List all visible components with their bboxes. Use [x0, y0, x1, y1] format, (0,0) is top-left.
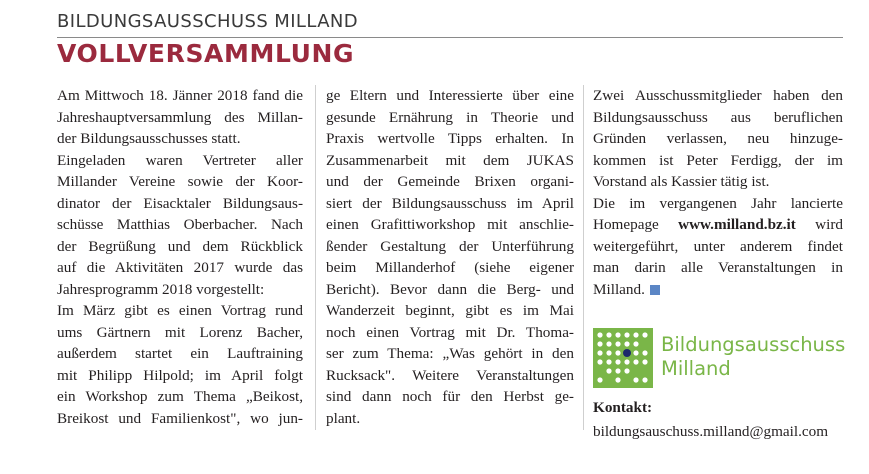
text-line: Jahresprogramm 2018 vorgestellt:: [57, 280, 265, 298]
text-line: Wanderzeit beginnt, gibt es im Mai: [326, 302, 574, 319]
text-line: Jahreshauptversammlung des Millan-: [57, 108, 303, 126]
paragraph: [57, 150, 303, 301]
contact-email: bildungsauschuss.milland@gmail.com: [593, 423, 829, 440]
contact-label: Kontakt:: [593, 399, 653, 416]
text-line: ßender Gestaltung der Unterführung: [326, 237, 574, 255]
logo-wordmark: [661, 333, 845, 381]
article-headline: VOLLVERSAMMLUNG: [57, 39, 355, 68]
text-line: Zwei Ausschussmitglieder haben den: [593, 87, 843, 104]
text-line: kommen ist Peter Ferdigg, der im: [593, 151, 843, 169]
text-line: mit Philipp Hilpold; im April folgt: [57, 366, 303, 384]
text-line: man darin alle Veranstaltungen in: [593, 259, 843, 276]
text-line: noch einen Vortrag mit Dr. Thoma-: [326, 323, 574, 341]
text-line: Bildungsausschuss aus beruflichen: [593, 108, 843, 126]
text-line: ein Workshop zum Thema „Beikost,: [57, 388, 303, 405]
text-line: weitergeführt, unter anderem findet: [593, 237, 843, 255]
text-line: plant.: [326, 409, 361, 427]
paragraph: [57, 85, 303, 150]
paragraph: [593, 193, 843, 301]
end-square-icon: [650, 285, 660, 295]
text-line: auf die Aktivitäten 2017 wurde das: [57, 259, 303, 276]
text-line: schüsse Matthias Oberbacher. Nach: [57, 216, 303, 233]
logo-line-1: Bildungsausschuss: [661, 333, 846, 356]
text-line: Praxis wertvolle Tipps erhalten. In: [326, 130, 574, 147]
text-line: ums Gärtnern mit Lorenz Bacher,: [57, 323, 303, 341]
text-line: gesunde Ernährung in Theorie und: [326, 108, 574, 126]
text-line: Zusammenarbeit mit dem JUKAS: [326, 151, 574, 169]
text-line: beim Millanderhof (siehe eigener: [326, 259, 574, 276]
text-line: Eingeladen waren Vertreter aller: [57, 151, 303, 169]
text-line: der Begrüßung und dem Rückblick: [57, 237, 303, 255]
text-line: Vorstand als Kassier tätig ist.: [593, 173, 770, 190]
text-line: Breikost und Familienkost", wo jun-: [57, 409, 303, 427]
paragraph: [57, 300, 303, 429]
text-line: [593, 279, 843, 301]
text-line: und der Gemeinde Brixen organi-: [326, 173, 574, 190]
text-line: außerdem startet ein Lauftraining: [57, 345, 303, 362]
text-line: ser zum Thema: „Was gehört in den: [326, 345, 574, 362]
section-kicker: BILDUNGSAUSSCHUSS MILLAND: [57, 11, 359, 32]
text-line: siert der Bildungsausschuss im April: [326, 194, 574, 212]
text-line: Homepage www.milland.bz.it wird: [593, 216, 843, 233]
text-line: dinator der Eisacktaler Bildungsaus-: [57, 194, 303, 212]
article-column-1: [57, 85, 303, 429]
article-column-3: [593, 85, 843, 300]
header-rule: [57, 37, 843, 38]
logo-line-2: Milland: [661, 357, 731, 380]
column-divider-2: [583, 85, 584, 430]
paragraph: [593, 85, 843, 193]
text-line: Millander Vereine sowie der Koor-: [57, 173, 303, 190]
article-column-2: [326, 85, 574, 429]
text-line: ge Eltern und Interessierte über eine: [326, 87, 574, 104]
text-line: Die im vergangenen Jahr lancierte: [593, 194, 843, 212]
paragraph: [326, 85, 574, 429]
organization-logo: [593, 328, 853, 388]
text-line: Gründen verlassen, neu hinzuge-: [593, 130, 843, 147]
text-line: Rucksack". Weitere Veranstaltungen: [326, 366, 574, 384]
text-line: Am Mittwoch 18. Jänner 2018 fand die: [57, 87, 303, 104]
text-line-content: Milland.: [593, 280, 645, 298]
text-line: der Bildungsausschusses statt.: [57, 130, 241, 147]
text-line: Bericht). Bevor dann die Berg- und: [326, 280, 574, 298]
dot-matrix-logo-icon: [593, 328, 653, 388]
text-line: sind dann noch für den Herbst ge-: [326, 388, 574, 405]
column-divider-1: [315, 85, 316, 430]
text-line: Im März gibt es einen Vortrag rund: [57, 302, 303, 319]
text-line: einen Grafittiworkshop mit anschlie-: [326, 216, 574, 233]
